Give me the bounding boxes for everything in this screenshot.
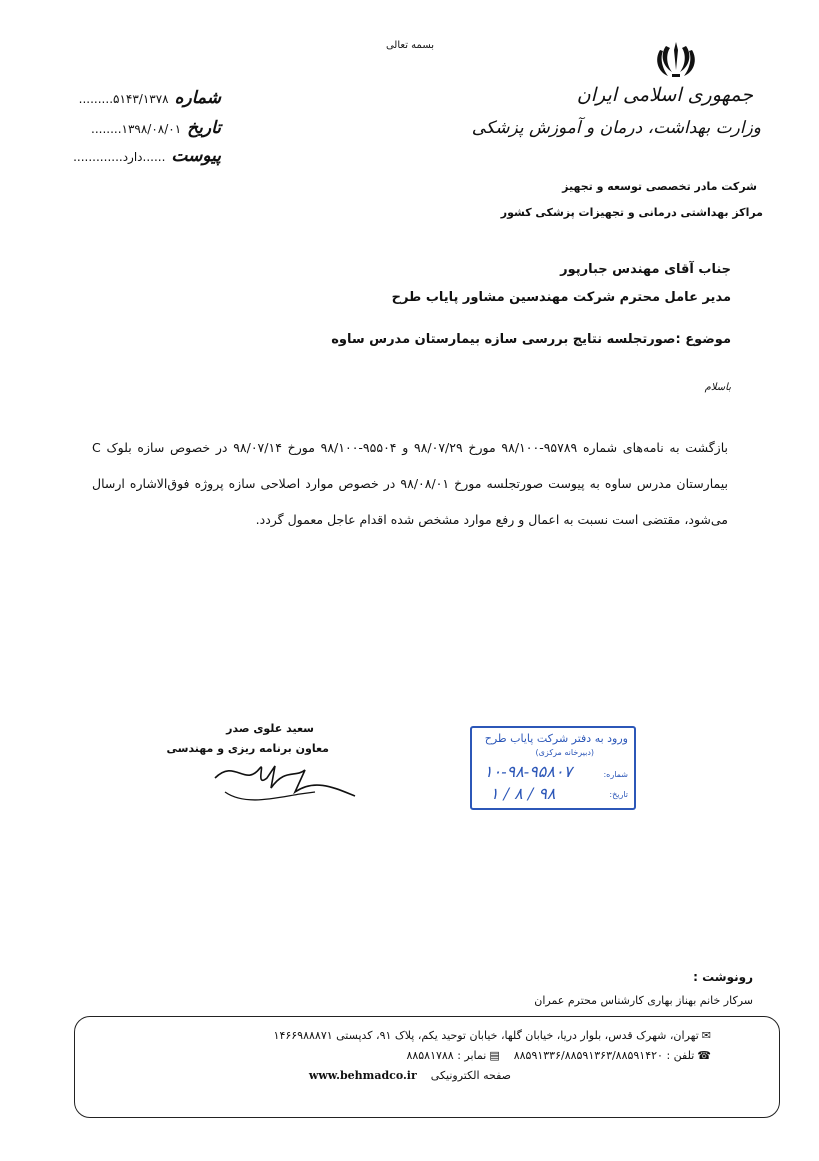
reference-attachment-value: ......دارد.............	[73, 150, 166, 164]
signer-title: معاون برنامه ریزی و مهندسی	[166, 742, 329, 755]
stamp-title: ورود به دفتر شرکت پایاب طرح	[484, 732, 628, 745]
footer-fax: نمابر : ۸۸۵۸۱۷۸۸	[406, 1049, 487, 1062]
footer-website-line	[309, 1069, 511, 1082]
letter-subject: موضوع :صورتجلسه نتایج بررسی سازه بیمارستان مدرس ساوه	[331, 332, 731, 347]
reference-date-label: تاریخ	[187, 118, 221, 138]
stamp-date-label: تاریخ:	[609, 790, 628, 799]
footer-website-label: صفحه الکترونیکی	[430, 1069, 511, 1082]
reference-date-row	[91, 118, 221, 138]
cc-title: رونوشت :	[693, 970, 753, 984]
mail-icon: ✉	[701, 1029, 711, 1042]
cc-recipient: سرکار خانم بهناز بهاری کارشناس محترم عمران	[534, 994, 753, 1007]
bismillah: بسمه تعالی	[385, 40, 435, 51]
reference-number-row	[79, 88, 221, 108]
signer-name: سعید علوی صدر	[226, 722, 314, 735]
footer-phone: تلفن : ۸۸۵۹۱۳۳۶/۸۸۵۹۱۳۶۳/۸۸۵۹۱۴۲۰	[513, 1049, 695, 1062]
iran-emblem-icon	[654, 40, 698, 80]
phone-icon: ☎	[697, 1049, 711, 1062]
ministry-name-line2: وزارت بهداشت، درمان و آموزش پزشکی	[471, 118, 761, 138]
greeting: باسلام	[704, 382, 731, 393]
reference-attachment-row	[73, 146, 221, 166]
footer-address-line	[274, 1029, 711, 1042]
received-stamp	[470, 726, 636, 810]
footer	[74, 1016, 780, 1118]
stamp-number-label: شماره:	[603, 770, 628, 779]
reference-number-value: ۵۱۴۳/۱۳۷۸.........	[78, 92, 169, 106]
company-name-line2: مراکز بهداشتی درمانی و تجهیزات پزشکی کشور	[500, 206, 763, 219]
letter-body: بازگشت به نامه‌های شماره ۹۵۷۸۹-۹۸/۱۰۰ مورخ ۹۸/۰۷/۲۹ و ۹۵۵۰۴-۹۸/۱۰۰ مورخ ۹۸/۰۷/۱۴ در خصوص سازه بلوک C بیمارستان مدرس ساوه به پیوست صورتجلسه مورخ ۹۸/۰۸/۰۱ در خصوص موارد اصلاحی سازه پروژه فوق‌الاشاره ارسال می‌شود، مقتضی است نسبت به اعمال و رفع موارد مشخص شده اقدام عاجل معمول گردد.	[92, 440, 728, 527]
stamp-date-value: ۱ / ۸ / ۹۸	[490, 784, 556, 803]
reference-attachment-label: پیوست	[171, 146, 221, 166]
reference-date-value: ۱۳۹۸/۰۸/۰۱........	[91, 122, 182, 136]
recipient-name: جناب آقای مهندس جبارپور	[560, 262, 731, 277]
recipient-title: مدیر عامل محترم شرکت مهندسین مشاور پایاب طرح	[391, 290, 731, 305]
reference-number-label: شماره	[174, 88, 221, 108]
ministry-name-line1: جمهوری اسلامی ایران	[576, 84, 753, 106]
footer-phone-line	[406, 1049, 711, 1062]
handwritten-signature	[205, 748, 370, 808]
footer-website-link[interactable]: www.behmadco.ir	[308, 1069, 417, 1082]
footer-address: تهران، شهرک قدس، بلوار دریا، خیابان گلها، خیابان توحید یکم، پلاک ۹۱، کدپستی ۱۴۶۶۹۸۸۸۷۱	[273, 1029, 699, 1042]
stamp-number-value: ۱۰-۹۸-۹۵۸۰۷	[484, 762, 573, 781]
company-name-line1: شرکت مادر تخصصی توسعه و تجهیز	[562, 180, 757, 193]
stamp-subtitle: (دبیرخانه مرکزی)	[535, 748, 594, 757]
fax-icon: ▤	[489, 1049, 500, 1062]
